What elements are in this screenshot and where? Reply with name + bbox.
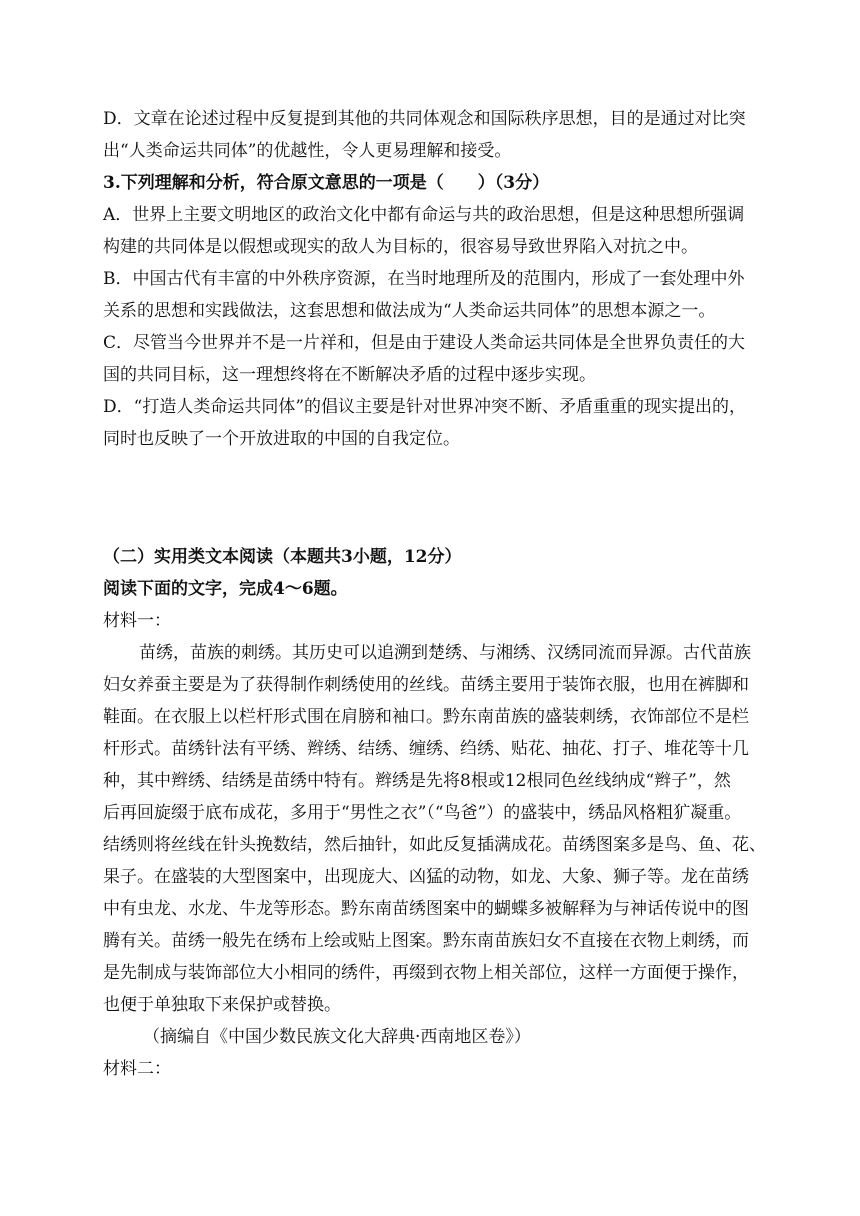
material-1-line: 杆形式。苗绣针法有平绣、辫绣、结绣、缠绣、绉绣、贴花、抽花、打子、堆花等十几 bbox=[103, 739, 749, 759]
option-d-previous bbox=[103, 103, 763, 167]
option-a-line: 构建的共同体是以假想或现实的敌人为目标的，很容易导致世界陷入对抗之中。 bbox=[103, 237, 698, 257]
question-3 bbox=[103, 167, 763, 455]
option-b-line: B．中国古代有丰富的中外秩序资源，在当时地理所及的范围内，形成了一套处理中外 bbox=[103, 269, 745, 289]
question-3-title: 3.下列理解和分析，符合原文意思的一项是（ ）（3分） bbox=[103, 173, 550, 193]
reading-instruction: 阅读下面的文字，完成4～6题。 bbox=[103, 579, 348, 599]
material-1-line: 是先制成与装饰部位大小相同的绣件，再缀到衣物上相关部位，这样一方面便于操作， bbox=[103, 963, 749, 983]
material-1-line: 也便于单独取下来保护或替换。 bbox=[103, 995, 341, 1015]
section-heading: （二）实用类文本阅读（本题共3小题，12分） bbox=[103, 547, 462, 567]
option-c-line: C．尽管当今世界并不是一片祥和，但是由于建设人类命运共同体是全世界负责任的大 bbox=[103, 333, 746, 353]
material-1-line: 苗绣，苗族的刺绣。其历史可以追溯到楚绣、与湘绣、汉绣同流而异源。古代苗族 bbox=[139, 643, 751, 663]
text-line: 出“人类命运共同体”的优越性，令人更易理解和接受。 bbox=[103, 141, 512, 161]
option-d-line: D．“打造人类命运共同体”的倡议主要是针对世界冲突不断、矛盾重重的现实提出的， bbox=[103, 397, 747, 417]
material-1-line: 结绣则将丝线在针头挽数结，然后抽针，如此反复插满成花。苗绣图案多是鸟、鱼、花、 bbox=[103, 835, 766, 855]
material-1-line: 腾有关。苗绣一般先在绣布上绘或贴上图案。黔东南苗族妇女不直接在衣物上刺绣，而 bbox=[103, 931, 749, 951]
material-1-line: 妇女养蚕主要是为了获得制作刺绣使用的丝线。苗绣主要用于装饰衣服，也用在裤脚和 bbox=[103, 675, 749, 695]
material-1-line: 果子。在盛装的大型图案中，出现庞大、凶猛的动物，如龙、大象、狮子等。龙在苗绣 bbox=[103, 867, 749, 887]
material-1-label: 材料一： bbox=[103, 611, 171, 631]
material-1-source: （摘编自《中国少数民族文化大辞典·西南地区卷》） bbox=[143, 1027, 531, 1047]
option-d-line: 同时也反映了一个开放进取的中国的自我定位。 bbox=[103, 429, 460, 449]
option-b-line: 关系的思想和实践做法，这套思想和做法成为“人类命运共同体”的思想本源之一。 bbox=[103, 301, 716, 321]
material-1-line: 种，其中辫绣、结绣是苗绣中特有。辫绣是先将8根或12根同色丝线纳成“辫子”，然 bbox=[103, 771, 731, 791]
text-line: D．文章在论述过程中反复提到其他的共同体观念和国际秩序思想，目的是通过对比突 bbox=[103, 109, 746, 129]
material-1-line: 后再回旋缀于底布成花，多用于“男性之衣”（“鸟爸”）的盛装中，绣品风格粗犷凝重。 bbox=[103, 803, 742, 823]
material-1-line: 中有虫龙、水龙、牛龙等形态。黔东南苗绣图案中的蝴蝶多被解释为与神话传说中的图 bbox=[103, 899, 749, 919]
material-1-line: 鞋面。在衣服上以栏杆形式围在肩膀和袖口。黔东南苗族的盛装刺绣，衣饰部位不是栏 bbox=[103, 707, 749, 727]
option-c-line: 国的共同目标，这一理想终将在不断解决矛盾的过程中逐步实现。 bbox=[103, 365, 596, 385]
material-2-label: 材料二： bbox=[103, 1059, 171, 1079]
part-2 bbox=[103, 541, 766, 1085]
option-a-line: A．世界上主要文明地区的政治文化中都有命运与共的政治思想，但是这种思想所强调 bbox=[103, 205, 745, 225]
